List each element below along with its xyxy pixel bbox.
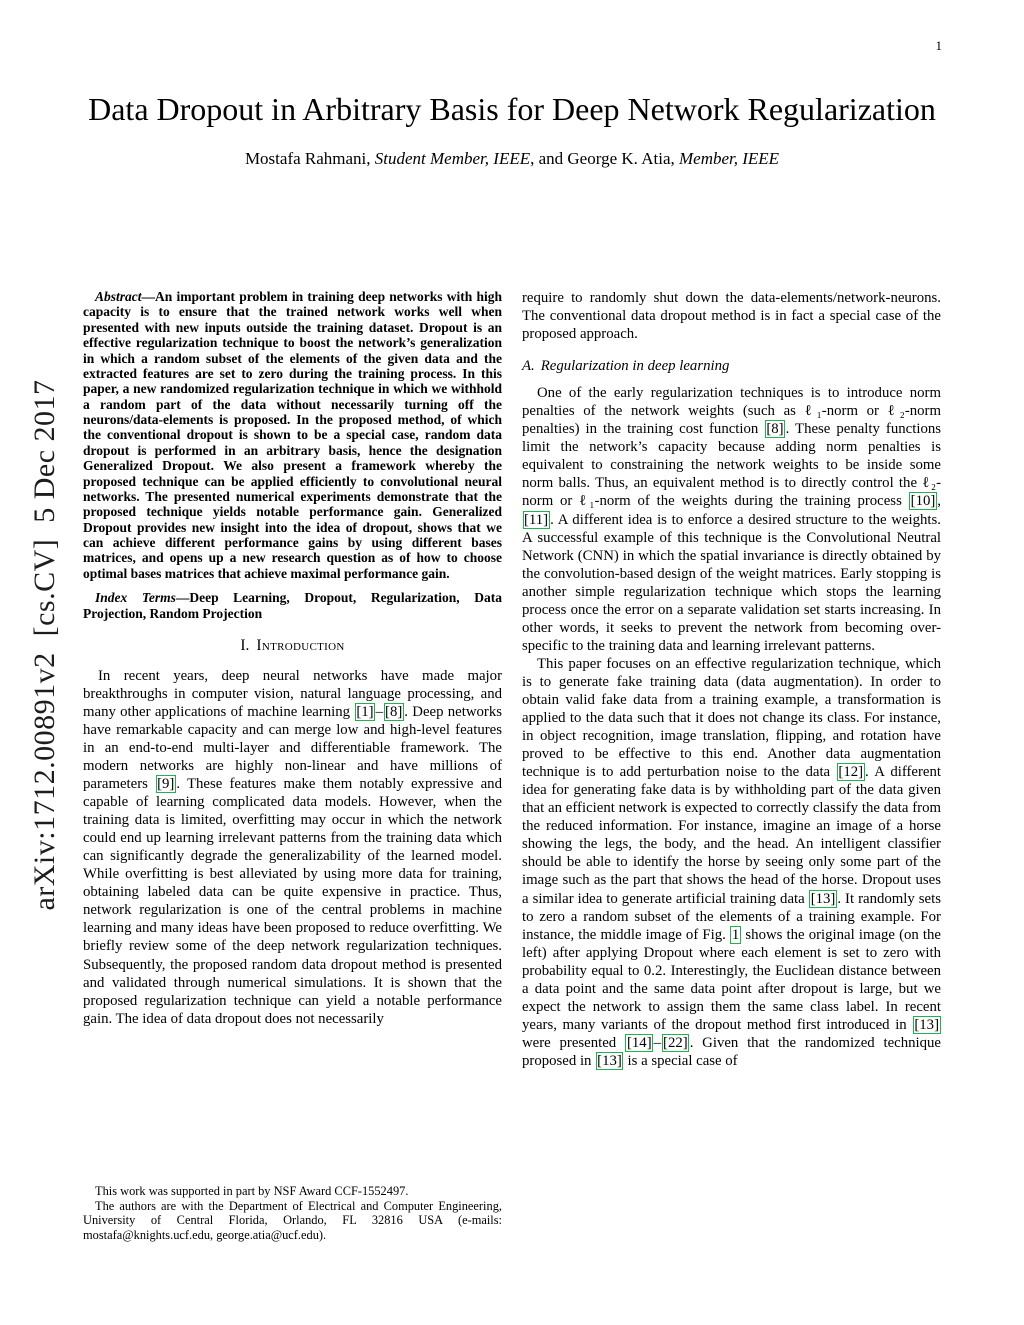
right-column [522,289,941,1070]
regularization-paragraph-2: This paper focuses on an effective regularization technique, which is to generate fake training data (data augmentation). In order to obtain valid fake data from a training example, a transformation is applied to the data such that it does not change its class. For instance, in object recognition, image translation, flipping, and rotation have proved to be effective to this end. Another data augmentation technique is to add perturbation noise to the data [12] . A different idea for generating fake data is by withholding part of the data given that an efficient network is expected to correctly classify the data from the reduced information. For instance, imagine an image of a horse showing the legs, the body, and the head. An intelligent classifier should be able to identify the horse by seeing only some part of the image such as the part that shows the head of the horse. Dropout uses a similar idea to generate artificial training data [13] . It randomly sets to zero a random subset of the elements of a training example. For instance, the middle image of Fig. 1 shows the original image (on the left) after applying Dropout where each element is set to zero with probability equal to 0.2. Interestingly, the Euclidean distance between a data point and the same data point after dropout is large, but we expect the network to assign them the same class label. In recent years, many variants of the dropout method first introduced in [13] were presented [14] – [22] . Given that the randomized technique proposed in [13] is a special case of [522,655,941,1069]
index-terms [83,590,502,621]
citation-link[interactable]: [10] [910,493,936,510]
subsection-title: Regularization in deep learning [540,358,730,375]
footnote-affiliation: The authors are with the Department of Electrical and Computer Engineering, University of Central Florida, Orlando, FL 32816 USA (e-mails: mostafa@knights.ucf.edu, george.atia@ucf.edu). [83,1198,502,1242]
footnote-funding: This work was supported in part by NSF Award CCF-1552497. [95,1184,409,1198]
italic-text: Student Member, IEEE [374,149,531,169]
author-byline: Mostafa Rahmani, Student Member, IEEE, and George K. Atia, Member, IEEE [244,149,780,169]
intro-paragraph: In recent years, deep neural networks have made major breakthroughs in computer vision, natural language processing, and many other applications of machine learning [1] – [8] . Deep networks have remarkable capacity and can merge low and high-level features in an end-to-end multi-layer and differentiable framework. The modern networks are highly non-linear and have millions of parameters [9] . These features make them notably expressive and capable of learning complicated data models. However, when the training data is limited, overfitting may occur in which the network could end up learning irrelevant patterns from the training data which can significantly degrade the generalizability of the learned model. While overfitting is best alleviated by using more data for training, obtaining labeled data can be quite expensive in practice. Thus, network regularization is one of the central problems in machine learning and many ideas have been proposed to reduce overfitting. We briefly review some of the deep network regularization techniques. Subsequently, the proposed random data dropout method is presented and validated through numerical simulations. It is shown that the proposed regularization technique can yield a notable performance gain. The idea of data dropout does not necessarily [83,667,502,1027]
citation-link[interactable]: [22] [663,1034,688,1051]
abstract [83,289,502,581]
title-block [83,90,941,169]
citation-link[interactable]: [1] [356,703,374,720]
arxiv-stamp: arXiv:1712.00891v2 [cs.CV] 5 Dec 2017 [28,379,61,911]
abstract-text: —An important problem in training deep networks with high capacity is to ensure that the trained network works well when presented with new inputs outside the training dataset. Dropout is an effective regularization technique to boost the network’s generalization in which a random subset of the elements of the given data and the extracted features are set to zero during the training process. In this paper, a new randomized regularization technique in which we withhold a random part of the data without necessarily turning off the neurons/data-elements is proposed. In the proposed method, of which the conventional dropout is shown to be a special case, random data dropout is performed in an arbitrary basis, hence the designation Generalized Dropout. We also present a framework whereby the proposed technique can be applied efficiently to convolutional neural networks. The presented numerical experiments demonstrate that the proposed technique yields notable performance gain. Generalized Dropout provides new insight into the idea of dropout, shows that we can achieve different performance gains by using different bases matrices, and opens up a new research question as of how to choose optimal bases matrices that achieve maximal performance gain. [83,289,502,581]
italic-text: Member, IEEE [678,149,780,169]
section-title: Introduction [256,636,345,654]
index-terms-label: Index Terms [95,590,176,606]
regularization-paragraph-1: One of the early regularization techniques is to introduce norm penalties of the network weights (such as ℓ₁-norm or ℓ₂-norm penalties) in the training cost function [8] . These penalty functions limit the network’s capacity because adding norm penalties is equivalent to constraining the network weights to be inside some norm balls. Thus, an equivalent method is to directly control the ℓ₂-norm or ℓ₁-norm of the weights during the training process [10] , [11] . A different idea is to enforce a desired structure to the weights. A successful example of this technique is the Convolutional Neutral Network (CNN) in which the spatial invariance is directly obtained by the convolution-based design of the weight matrices. Early stopping is another simple regularization technique which stops the learning process once the error on a separate validation set starts increasing. In other words, it seeks to prevent the network from becoming over-specific to the training data and learning irrelevant patterns. [522,385,941,654]
citation-link[interactable]: [8] [385,703,403,720]
continuation-paragraph: require to randomly shut down the data-elements/network-neurons. The conventional data dropout method is in fact a special case of the proposed approach. [522,290,941,343]
two-column-body [83,289,941,1070]
abstract-label: Abstract [95,289,142,304]
citation-link[interactable]: [13] [597,1052,622,1069]
page-number: 1 [935,38,942,53]
citation-link[interactable]: [13] [914,1016,939,1033]
citation-link[interactable]: [12] [838,764,864,781]
left-column [83,289,502,1070]
paper-title: Data Dropout in Arbitrary Basis for Deep Network Regularization [88,91,936,127]
citation-link[interactable]: [9] [157,776,175,793]
subsection-a-heading [522,357,941,375]
index-terms-text: —Deep Learning, Dropout, Regularization, Data Projection, Random Projection [83,590,502,621]
first-page-footnote [83,1184,502,1242]
citation-link[interactable]: 1 [731,926,740,943]
citation-link[interactable]: [13] [810,890,836,907]
section-heading-introduction [83,637,502,656]
subsection-number: A. [522,358,535,375]
citation-link[interactable]: [11] [524,511,549,528]
citation-link[interactable]: [8] [766,421,784,438]
section-number: I. [240,636,250,654]
citation-link[interactable]: [14] [626,1034,652,1051]
